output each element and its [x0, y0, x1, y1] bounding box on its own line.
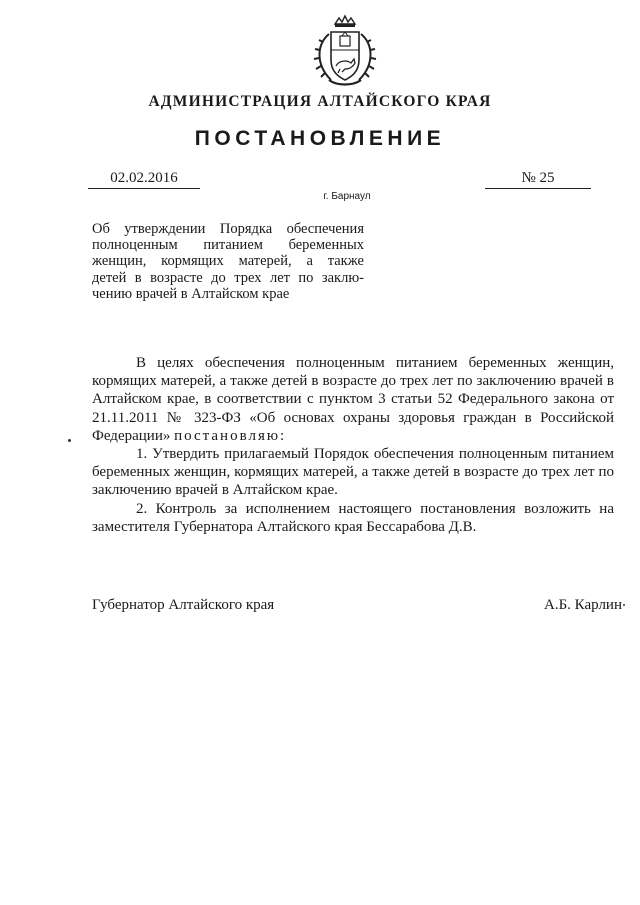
coat-of-arms-icon — [309, 14, 381, 90]
document-number: № 25 — [485, 170, 591, 189]
signatory-name: А.Б. Карлин — [543, 597, 622, 613]
subject-line: полноценным питанием беременных — [92, 237, 364, 254]
subject-line: женщин, кормящих матерей, а также — [92, 253, 364, 270]
document-body — [92, 354, 614, 536]
subject-line: чению врачей в Алтайском крае — [92, 285, 290, 302]
subject-line: Об утверждении Порядка обеспечения — [92, 221, 364, 237]
document-subject — [92, 221, 364, 302]
item-1-paragraph: 1. Утвердить прилагаемый Порядок обеспечения полноценным питанием беременных женщин, кормящих матерей, а также детей в возрасте до трех лет по заключению врачей в Алтайском крае. — [92, 446, 614, 499]
preamble-text: В целях обеспечения полноценным питанием беременных женщин, кормящих матерей, а также детей в возрасте до трех лет по заключению врачей в Алтайском крае, в соответствии с пунктом 3 статьи 52 Федерального закона от 21.11.2011 № 323-ФЗ «Об основах охраны здоровья граждан в Российской Федерации» — [92, 355, 614, 444]
scan-speck — [623, 604, 625, 606]
document-type-title: ПОСТАНОВЛЕНИЕ — [194, 127, 446, 150]
signatory-title: Губернатор Алтайского края — [92, 597, 275, 613]
decree-word: постановляю: — [174, 427, 287, 444]
document-city: г. Барнаул — [323, 191, 371, 202]
item-2-paragraph: 2. Контроль за исполнением настоящего постановления возложить на заместителя Губернатора Алтайского края Бессарабова Д.В. — [92, 500, 614, 535]
subject-line: детей в возрасте до трех лет по заклю- — [92, 269, 364, 286]
preamble-paragraph — [92, 354, 614, 445]
document-date: 02.02.2016 — [88, 170, 200, 189]
scan-speck — [68, 439, 71, 442]
organization-title: АДМИНИСТРАЦИЯ АЛТАЙСКОГО КРАЯ — [148, 93, 492, 110]
